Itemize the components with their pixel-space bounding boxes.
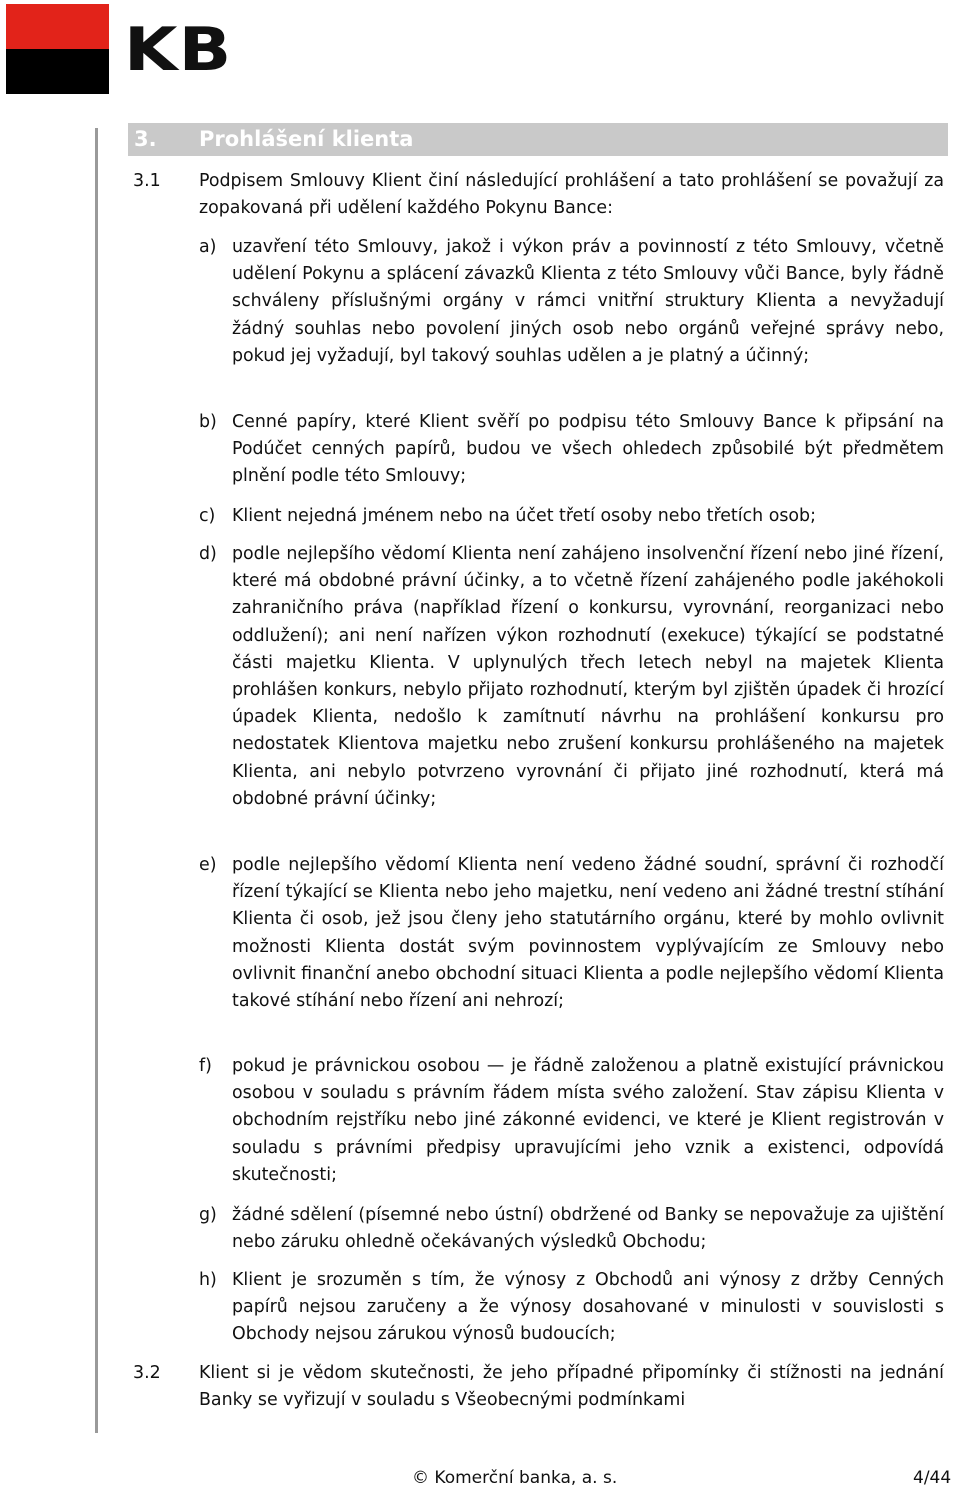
item-text: Klient nejedná jménem nebo na účet třetí osoby nebo třetích osob; [232, 506, 816, 526]
item-label: e) [199, 855, 217, 875]
item-label: d) [199, 544, 217, 564]
section-heading [128, 123, 948, 156]
paragraph-text: Klient si je vědom skutečnosti, že jeho případné připomínky či stížnosti na jednání Banky se vyřizují v souladu s Všeobecnými podmínkami [199, 1363, 944, 1411]
kb-logo [6, 4, 286, 94]
item-text: Klient je srozuměn s tím, že výnosy z Obchodů ani výnosy z držby Cenných papírů nejsou zaručeny a že výnosy dosahované v minulosti v souvislosti s Obchody nejsou zárukou výnosů budoucích; [232, 1270, 944, 1345]
item-text: podle nejlepšího vědomí Klienta není zahájeno insolvenční řízení nebo jiné řízení, které má obdobné právní účinky, a to včetně řízení zahájeného podle jakéhokoli zahraničního práva (například řízení o konkursu, vyrovnání, reorganizaci nebo oddlužení); ani není nařízen výkon rozhodnutí (exekuce) týkající se podstatné části majetku Klienta. V uplynulých třech letech nebyl na majetek Klienta prohlášen konkurs, nebylo přijato rozhodnutí, kterým byl zjištěn úpadek či hrozící úpadek Klienta, nedošlo k zamítnutí návrhu na prohlášení konkursu pro nedostatek Klientova majetku nebo zrušení konkursu prohlášeného na majetek Klienta, ani nebylo potvrzeno vyrovnání či přijato jiné rozhodnutí, která má obdobné právní účinky; [232, 544, 944, 809]
logo-black-block [6, 49, 109, 94]
section-number: 3. [134, 127, 157, 151]
item-label: h) [199, 1270, 217, 1290]
section-title: Prohlášení klienta [199, 127, 414, 151]
item-label: b) [199, 412, 217, 432]
left-margin-rule [95, 128, 98, 1433]
item-label: g) [199, 1205, 217, 1225]
paragraph-number: 3.1 [133, 171, 161, 191]
item-text: pokud je právnickou osobou — je řádně založenou a platně existující právnickou osobou v souladu s právním řádem místa svého založení. Stav zápisu Klienta v obchodním rejstříku nebo jiné zákonné evidenci, ve které je Klient registrován v souladu s právními předpisy upravujícími jeho vznik a existenci, odpovídá skutečnosti; [232, 1056, 944, 1185]
item-label: a) [199, 237, 217, 257]
item-label: f) [199, 1056, 212, 1076]
page-number: 4/44 [913, 1468, 952, 1488]
item-text: podle nejlepšího vědomí Klienta není vedeno žádné soudní, správní či rozhodčí řízení týkající se Klienta nebo jeho majetku, není vedeno ani žádné trestní stíhání Klienta či osob, jež jsou členy jeho statutárního orgánu, které by mohlo ovlivnit možnosti Klienta dostát svým povinnostem vyplývajícím ze Smlouvy nebo ovlivnit finanční anebo obchodní situaci Klienta a podle nejlepšího vědomí Klienta takové stíhání nebo řízení ani nehrozí; [232, 855, 944, 1012]
item-label: c) [199, 506, 216, 526]
paragraph-intro: Podpisem Smlouvy Klient činí následující prohlášení a tato prohlášení se považují za zopakovaná při udělení každého Pokynu Bance: [199, 171, 944, 219]
footer-copyright: © Komerční banka, a. s. [412, 1468, 618, 1488]
item-text: žádné sdělení (písemné nebo ústní) obdržené od Banky se nepovažuje za ujištění nebo záruku ohledně očekávaných výsledků Obchodu; [232, 1205, 944, 1253]
paragraph-number: 3.2 [133, 1363, 161, 1383]
item-text: uzavření této Smlouvy, jakož i výkon práv a povinností z této Smlouvy, včetně udělení Pokynu a splácení závazků Klienta z této Smlouvy vůči Bance, byly řádně schváleny příslušnými orgány v rámci vnitřní struktury Klienta a nevyžadují žádný souhlas nebo povolení jiných osob nebo orgánů veřejné správy nebo, pokud jej vyžadují, byl takový souhlas udělen a je platný a účinný; [232, 237, 944, 366]
logo-red-block [6, 4, 109, 49]
logo-text: KB [124, 15, 233, 85]
item-text: Cenné papíry, které Klient svěří po podpisu této Smlouvy Bance k připsání na Podúčet cenných papírů, budou ve všech ohledech způsobilé být předmětem plnění podle této Smlouvy; [232, 412, 944, 487]
